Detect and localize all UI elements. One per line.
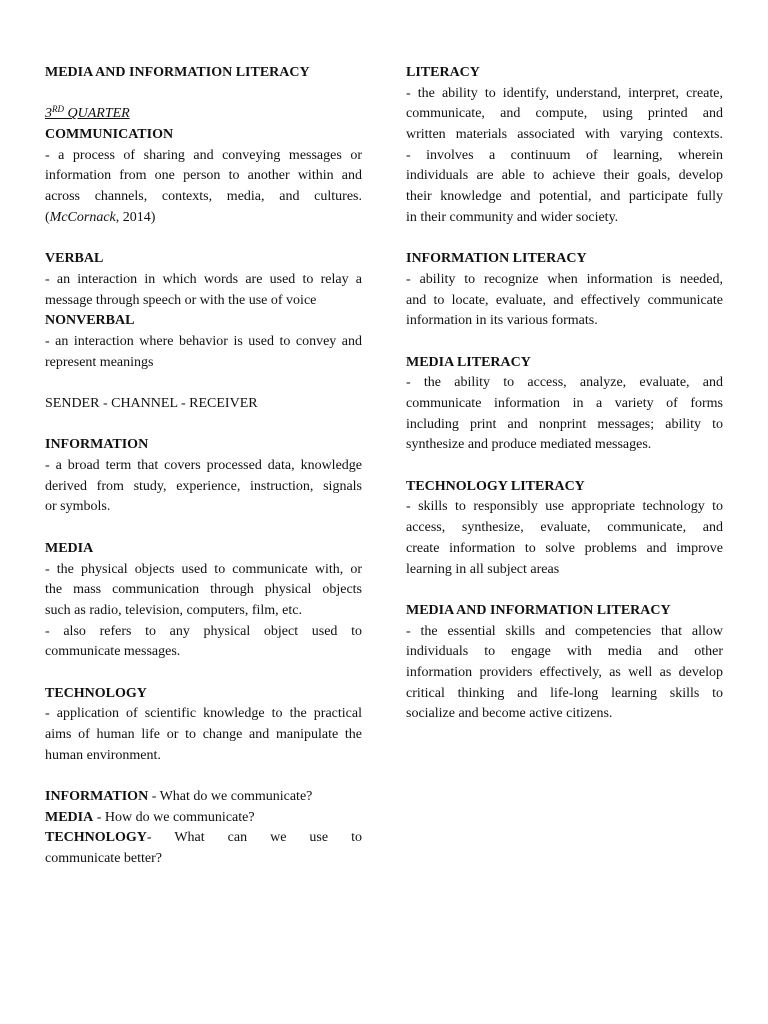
question-technology-cont: communicate better? <box>45 851 162 867</box>
nonverbal-heading: NONVERBAL <box>45 313 135 329</box>
spacer <box>45 518 362 539</box>
literacy-line: - involves a continuum of learning, wherein <box>406 147 723 163</box>
media-line: such as radio, television, computers, film, etc. <box>45 602 302 618</box>
question-term: INFORMATION <box>45 789 149 805</box>
media-literacy-line: communicate information in a variety of forms <box>406 396 723 411</box>
information-line: derived from study, experience, instruction, signals <box>45 478 362 494</box>
media-line: communicate messages. <box>45 644 181 660</box>
literacy-line: communicate, and compute, using printed and <box>406 106 723 122</box>
technology-literacy-line: access, synthesize, evaluate, communicate, and <box>406 520 723 536</box>
media-literacy-heading: MEDIA LITERACY <box>406 354 531 370</box>
communication-heading: COMMUNICATION <box>45 127 174 143</box>
communication-line: information from one person to another within and <box>45 168 362 184</box>
quarter-text: QUARTER <box>64 106 130 122</box>
mil-line: information providers effectively, as well as develop <box>406 664 723 680</box>
literacy-line: in their community and wider society. <box>406 209 619 225</box>
information-literacy-heading: INFORMATION LITERACY <box>406 251 587 267</box>
right-column <box>406 63 723 725</box>
media-line: - the physical objects used to communicate with, or <box>45 561 362 577</box>
spacer <box>45 84 362 105</box>
information-line: or symbols. <box>45 499 111 515</box>
spacer <box>406 580 723 601</box>
communication-line: across channels, contexts, media, and cultures. <box>45 189 362 205</box>
question-term: TECHNOLOGY <box>45 830 147 846</box>
media-line: the mass communication through physical objects <box>45 582 362 598</box>
spacer <box>45 229 362 250</box>
information-line: - a broad term that covers processed data, knowledge <box>45 458 362 474</box>
left-column <box>45 63 362 870</box>
mil-line: individuals to engage with media and other <box>406 644 723 660</box>
question-technology <box>45 828 362 849</box>
technology-literacy-line: - skills to responsibly use appropriate technology to <box>406 499 723 515</box>
technology-line: human environment. <box>45 747 161 763</box>
spacer <box>406 456 723 477</box>
nonverbal-line: - an interaction where behavior is used to convey and <box>45 333 362 349</box>
technology-line: - application of scientific knowledge to the practical <box>45 706 362 722</box>
literacy-line: - the ability to identify, understand, interpret, create, <box>406 85 723 101</box>
citation-year: , 2014) <box>115 209 156 225</box>
media-literacy-line: - the ability to access, analyze, evaluate, and <box>406 375 723 391</box>
mil-line: critical thinking and life-long learning skills to <box>406 685 723 701</box>
information-heading: INFORMATION <box>45 437 149 453</box>
media-line: - also refers to any physical object used to <box>45 623 362 639</box>
mil-heading: MEDIA AND INFORMATION LITERACY <box>406 602 671 618</box>
question-text: - What do we communicate? <box>148 789 313 805</box>
spacer <box>45 663 362 684</box>
quarter-number: 3 <box>45 106 52 122</box>
technology-literacy-line: learning in all subject areas <box>406 561 560 577</box>
information-literacy-line: information in its various formats. <box>406 313 598 329</box>
verbal-line: message through speech or with the use of voice <box>45 292 317 308</box>
citation-author: McCornack <box>49 209 116 225</box>
document-title: MEDIA AND INFORMATION LITERACY <box>45 65 310 80</box>
quarter-suffix: RD <box>52 104 64 115</box>
mil-line: socialize and become active citizens. <box>406 706 613 722</box>
media-literacy-line: synthesize and produce mediated messages. <box>406 437 652 453</box>
technology-line: aims of human life or to change and manipulate the <box>45 727 362 742</box>
information-literacy-line: and to locate, evaluate, and effectively communicate <box>406 292 723 308</box>
literacy-heading: LITERACY <box>406 65 480 80</box>
literacy-line: individuals are able to achieve their goals, develop <box>406 168 723 184</box>
spacer <box>45 415 362 436</box>
question-information <box>45 787 362 808</box>
question-text: - What can we use to <box>146 830 362 846</box>
communication-line: - a process of sharing and conveying messages or <box>45 147 362 163</box>
technology-heading: TECHNOLOGY <box>45 685 147 701</box>
verbal-line: - an interaction in which words are used to relay a <box>45 271 362 287</box>
mil-line: - the essential skills and competencies that allow <box>406 623 723 639</box>
question-term: MEDIA <box>45 809 94 825</box>
question-text: - How do we communicate? <box>93 809 255 825</box>
media-heading: MEDIA <box>45 540 94 556</box>
literacy-line: written materials associated with varying contexts. <box>406 127 723 143</box>
question-media <box>45 808 362 829</box>
literacy-line: their knowledge and potential, and participate fully <box>406 189 723 205</box>
technology-literacy-heading: TECHNOLOGY LITERACY <box>406 478 585 494</box>
spacer <box>45 766 362 787</box>
spacer <box>45 373 362 394</box>
communication-citation <box>45 208 362 229</box>
quarter-label <box>45 104 362 125</box>
spacer <box>406 332 723 353</box>
verbal-heading: VERBAL <box>45 251 104 267</box>
spacer <box>406 229 723 250</box>
information-literacy-line: - ability to recognize when information is needed, <box>406 271 723 287</box>
citation-open: ( <box>45 209 50 225</box>
technology-literacy-line: create information to solve problems and improve <box>406 540 723 556</box>
media-literacy-line: including print and nonprint messages; ability to <box>406 416 723 432</box>
communication-model: SENDER - CHANNEL - RECEIVER <box>45 396 258 411</box>
nonverbal-line: represent meanings <box>45 354 154 370</box>
